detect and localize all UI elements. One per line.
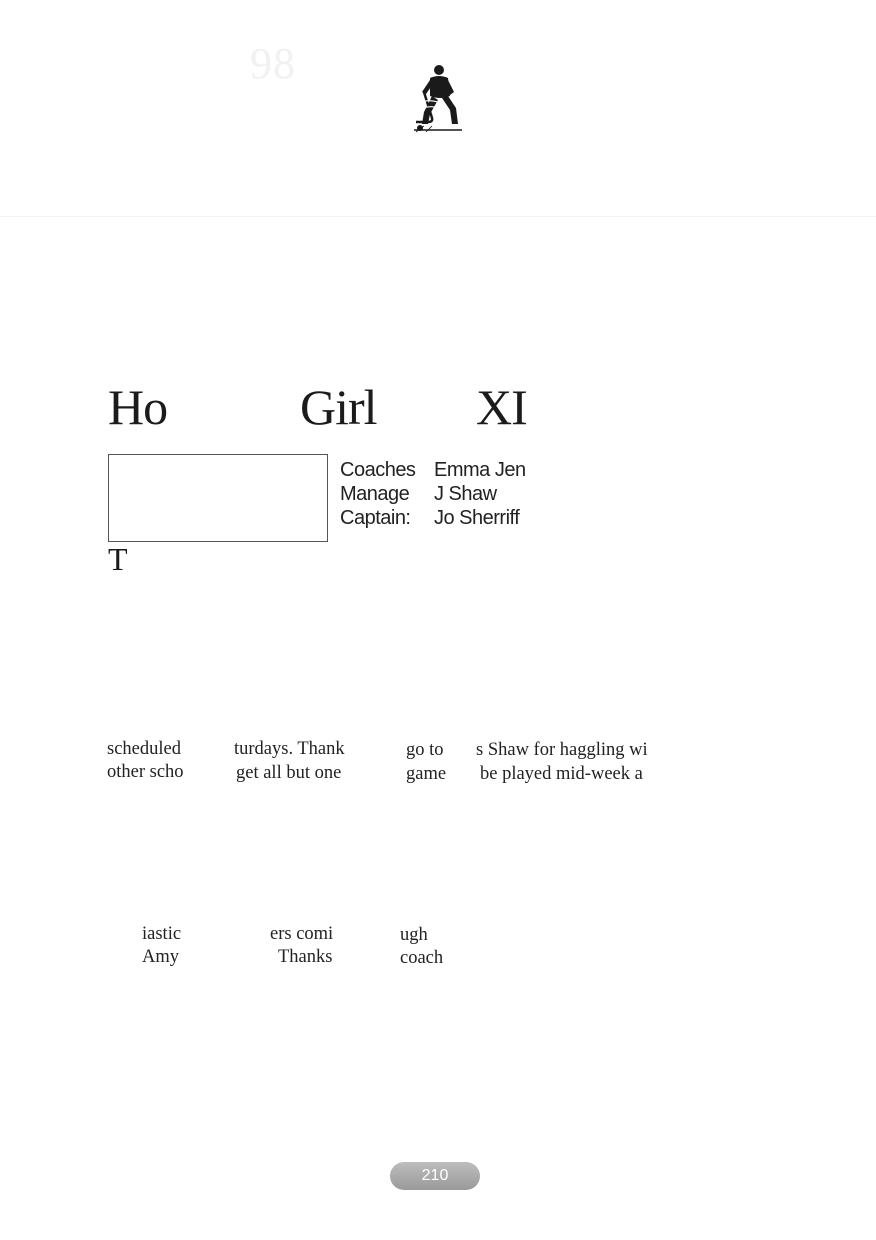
para2-line1-fragment: iastic	[142, 924, 182, 944]
article-title-part-2: Girl	[300, 379, 377, 435]
page-number-badge	[390, 1162, 480, 1190]
drop-cap: T	[108, 541, 128, 577]
staff-name-coaches: Emma Jen	[434, 459, 526, 481]
para1-line1-fragment: turdays. Thank	[234, 739, 345, 759]
para2-line1-fragment: ers comi	[270, 924, 334, 944]
para2-line1-fragment: ugh	[400, 925, 428, 945]
hockey-player-icon	[410, 62, 466, 134]
para2-line2-fragment: Amy	[142, 947, 179, 967]
para1-line1-fragment: go to	[406, 740, 444, 760]
team-photo-frame	[108, 454, 328, 542]
para1-line1-fragment: scheduled	[107, 739, 181, 759]
staff-role-coaches: Coaches	[340, 459, 416, 481]
staff-name-manager: J Shaw	[434, 483, 497, 505]
para1-line2-fragment: other scho	[107, 762, 184, 782]
para1-line1-fragment: s Shaw for haggling wi	[476, 740, 648, 760]
page-number: 210	[421, 1167, 449, 1184]
staff-role-captain: Captain:	[340, 507, 411, 529]
para2-line2-fragment: coach	[400, 948, 444, 968]
article-title-part-1: Ho	[108, 379, 168, 435]
para1-line2-fragment: be played mid-week a	[480, 764, 643, 784]
staff-role-manager: Manage	[340, 483, 410, 505]
article-title-part-3: XI	[476, 379, 527, 435]
para2-line2-fragment: Thanks	[278, 947, 333, 967]
header-divider	[0, 216, 876, 217]
para1-line2-fragment: get all but one	[236, 763, 342, 783]
staff-name-captain: Jo Sherriff	[434, 507, 520, 529]
header-ghost-text: 98	[250, 39, 296, 88]
para1-line2-fragment: game	[406, 764, 447, 784]
